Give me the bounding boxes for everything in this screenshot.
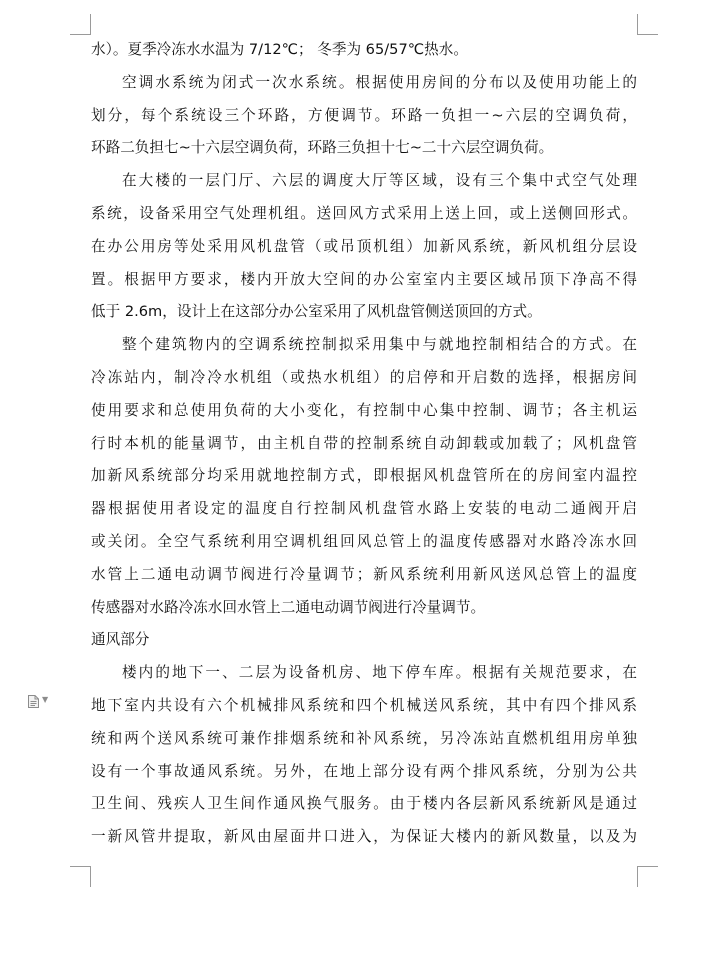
section-heading: 通风部分 [91, 631, 150, 649]
text-line: 水）。夏季冷冻水水温为 7/12℃； 冬季为 65/57℃热水。 [91, 41, 468, 58]
crop-mark-top-right [637, 14, 658, 35]
text-line: 统和两个送风系统可兼作排烟系统和补风系统，另冷冻站直燃机组用房单独 [91, 729, 637, 747]
text-line: 楼内的地下一、二层为设备机房、地下停车库。根据有关规范要求，在 [122, 664, 637, 682]
text-line: 在办公用房等处采用风机盘管（或吊顶机组）加新风系统，新风机组分层设 [91, 237, 637, 255]
text-line: 使用要求和总使用负荷的大小变化，有控制中心集中控制、调节；各主机运 [91, 401, 637, 419]
crop-mark-bottom-right [637, 866, 658, 887]
crop-mark-top-left [70, 14, 91, 35]
text-line: 设有一个事故通风系统。另外，在地上部分设有两个排风系统，分别为公共 [91, 762, 637, 780]
text-line: 器根据使用者设定的温度自行控制风机盘管水路上安装的电动二通阀开启 [91, 500, 637, 518]
text-line: 置。根据甲方要求，楼内开放大空间的办公室室内主要区域吊顶下净高不得 [91, 270, 637, 288]
text-line: 划分，每个系统设三个环路，方便调节。环路一负担一~六层的空调负荷， [91, 106, 637, 124]
chevron-down-icon: ▼ [42, 694, 49, 704]
text-line: 环路二负担七~十六层空调负荷，环路三负担十七~二十六层空调负荷。 [91, 139, 554, 157]
text-line: 卫生间、残疾人卫生间作通风换气服务。由于楼内各层新风系统新风是通过 [91, 795, 637, 813]
text-line: 整个建筑物内的空调系统控制拟采用集中与就地控制相结合的方式。在 [122, 336, 637, 354]
text-line: 水管上二通电动调节阀进行冷量调节；新风系统利用新风送风总管上的温度 [91, 565, 637, 583]
text-line: 空调水系统为闭式一次水系统。根据使用房间的分布以及使用功能上的 [122, 73, 637, 91]
text-line: 地下室内共设有六个机械排风系统和四个机械送风系统，其中有四个排风系 [91, 696, 637, 714]
text-line: 一新风管井提取，新风由屋面井口进入，为保证大楼内的新风数量，以及为 [91, 828, 637, 846]
text-line: 低于 2.6m，设计上在这部分办公室采用了风机盘管侧送顶回的方式。 [91, 303, 542, 321]
text-line: 传感器对水路冷冻水回水管上二通电动调节阀进行冷量调节。 [91, 598, 486, 616]
text-line: 或关闭。全空气系统利用空调机组回风总管上的温度传感器对水路冷冻水回 [91, 532, 637, 550]
text-line: 行时本机的能量调节，由主机自带的控制系统自动卸载或加载了；风机盘管 [91, 434, 637, 452]
document-options-button[interactable] [28, 693, 48, 706]
text-line: 冷冻站内，制冷冷水机组（或热水机组）的启停和开启数的选择，根据房间 [91, 368, 637, 386]
document-body [91, 34, 637, 854]
text-line: 在大楼的一层门厅、六层的调度大厅等区域，设有三个集中式空气处理 [122, 172, 637, 190]
crop-mark-bottom-left [70, 866, 91, 887]
document-options-icon [28, 693, 39, 706]
text-line: 加新风系统部分均采用就地控制方式，即根据风机盘管所在的房间室内温控 [91, 467, 637, 485]
text-line: 系统，设备采用空气处理机组。送回风方式采用上送上回，或上送侧回形式。 [91, 204, 637, 222]
